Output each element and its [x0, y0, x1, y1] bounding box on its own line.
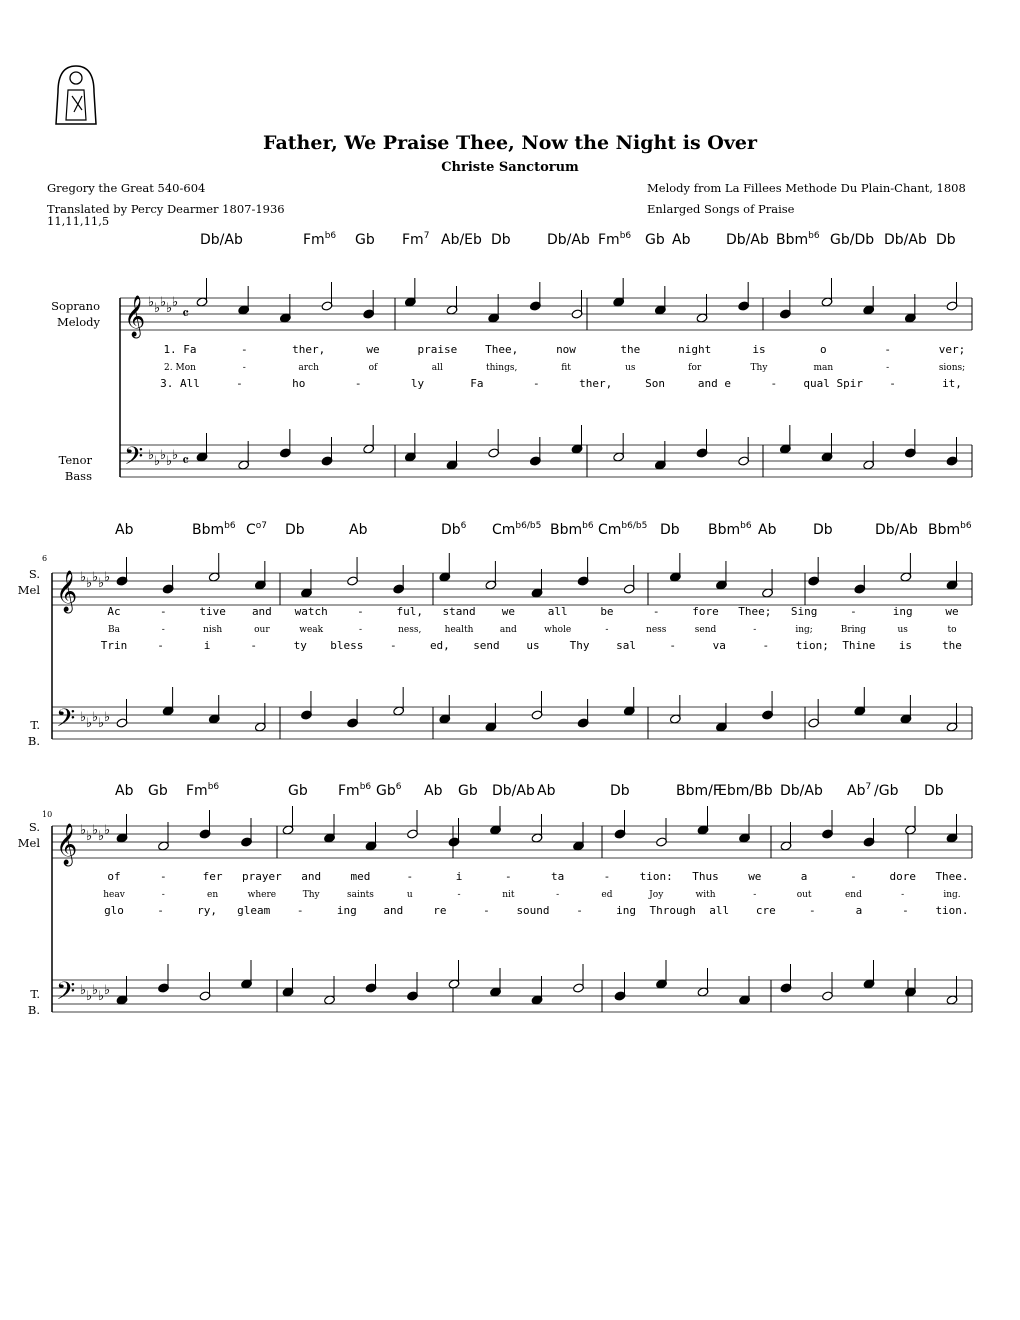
lyric-syllable: Thus: [692, 870, 719, 883]
chord-symbol: Gb/Db: [830, 232, 875, 248]
lyric-syllable: Thee;: [738, 605, 772, 618]
chord-extension: 7: [865, 782, 872, 792]
melody-source-credit: Melody from La Fillees Methode Du Plain-Chant, 1808: [647, 181, 966, 195]
lower-notes: [196, 425, 958, 470]
lyric-syllable: and e: [697, 377, 732, 390]
lyric-syllable: and: [499, 625, 517, 635]
lyric-syllable: nish: [203, 625, 223, 635]
lyric-syllable: Thy: [302, 890, 320, 900]
chord-symbol: Ab: [424, 783, 443, 799]
translator-credit: Translated by Percy Dearmer 1807-1936: [47, 202, 285, 216]
chord-symbol: Db: [936, 232, 956, 248]
lyric-syllable: tion;: [795, 639, 829, 652]
lyric-syllable: praise: [417, 343, 458, 356]
lyric-syllable: fer: [202, 870, 223, 883]
lyric-syllable: sound: [516, 904, 550, 917]
lyric-syllable: of: [107, 870, 121, 883]
flat-icon: ♭: [160, 448, 167, 463]
lyric-syllable: us: [625, 363, 636, 373]
flat-icon: ♭: [104, 710, 111, 725]
author-credit: Gregory the Great 540-604: [47, 181, 206, 195]
lyric-syllable: things,: [485, 363, 518, 373]
upper-notes: [116, 806, 958, 851]
lyric-syllable: dore: [889, 870, 916, 883]
lyric-syllable: Son: [645, 377, 666, 390]
flat-icon: ♭: [98, 829, 105, 844]
lyric-syllable: i: [455, 870, 463, 883]
chord-symbol: Ab: [758, 522, 777, 538]
lyric-syllable: med: [350, 870, 371, 883]
lyric-syllable: u: [406, 890, 413, 900]
flat-icon: ♭: [166, 301, 173, 316]
lyric-syllable: bless: [330, 639, 364, 652]
lyric-syllable: Joy: [649, 890, 664, 900]
chord-symbol: $Fm^{b6}$: [598, 231, 632, 248]
lyric-syllable: -: [889, 377, 896, 390]
chord-extension: b6: [740, 521, 752, 531]
lyric-syllable: we: [748, 870, 762, 883]
lower-staff-label-short-3: T. B.: [27, 987, 40, 1017]
lyric-syllable: send: [473, 639, 500, 652]
lyric-syllable: -: [652, 605, 660, 618]
lyric-syllable: ness: [646, 625, 667, 635]
flat-icon: ♭: [172, 295, 179, 310]
chord-symbol: $C^{o7}$: [246, 521, 268, 538]
lyric-syllable: night: [678, 343, 712, 356]
treble-clef-icon: 𝄞: [124, 296, 146, 337]
chord-symbol: Db: [660, 522, 680, 538]
lyric-syllable: -: [902, 904, 909, 917]
lyric-syllable: ness,: [398, 625, 422, 635]
chord-symbol: /Gb: [874, 783, 899, 799]
flat-icon: ♭: [98, 989, 105, 1004]
lyric-syllable: gleam: [237, 904, 271, 917]
lyric-syllable: a: [855, 904, 863, 917]
chord-symbol: Db/Ab: [726, 232, 769, 248]
lyric-syllable: the: [620, 343, 641, 356]
chord-symbol: Db/Ab: [492, 783, 535, 799]
treble-clef-icon: 𝄞: [56, 571, 78, 612]
chord-symbol: Gb: [148, 783, 168, 799]
lyric-syllable: with: [695, 890, 716, 900]
lyric-syllable: sal: [616, 639, 637, 652]
lyric-syllable: ing: [616, 904, 637, 917]
chord-symbol: Db: [610, 783, 630, 799]
flat-icon: ♭: [154, 301, 161, 316]
lyric-syllable: ful,: [396, 605, 424, 618]
lyric-syllable: -: [157, 639, 164, 652]
chord-symbol: Gb: [645, 232, 665, 248]
lyric-syllable: nit: [502, 890, 515, 900]
flat-icon: ♭: [148, 448, 155, 463]
lyric-syllable: man: [813, 363, 834, 373]
lyric-syllable: ing: [336, 904, 357, 917]
chord-symbol: Ab: [115, 783, 134, 799]
lower-staff: [52, 980, 972, 1012]
lyric-syllable: our: [254, 625, 270, 635]
melody-label: Melody: [56, 315, 100, 329]
chord-extension: b6/b5: [621, 521, 648, 531]
measure-number: 6: [42, 554, 48, 563]
lyric-syllable: is: [752, 343, 766, 356]
chord-symbol: Fm$^7$: [402, 231, 430, 248]
lyric-syllable: Trin: [100, 639, 128, 652]
upper-notes: [196, 278, 958, 323]
lyric-syllable: tive: [199, 605, 226, 618]
lyric-syllable: now: [556, 343, 576, 356]
system-2: [0, 513, 1020, 747]
lyric-syllable: -: [406, 870, 414, 883]
flat-icon: ♭: [80, 983, 87, 998]
angel-figure-icon: [52, 62, 100, 128]
lyric-syllable: all: [431, 363, 443, 373]
lyric-syllable: tion.: [935, 904, 969, 917]
lyric-syllable: -: [357, 605, 364, 618]
lyric-syllable: -: [886, 363, 890, 373]
lyric-syllable: ed,: [429, 639, 450, 652]
lyric-syllable: weak: [299, 625, 324, 635]
upper-staff: [52, 826, 972, 858]
lyric-syllable: -: [505, 870, 512, 883]
chord-extension: b6: [960, 521, 972, 531]
chord-symbol: Db: [285, 522, 305, 538]
lyric-syllable: it,: [942, 377, 962, 390]
lyric-syllable: i: [203, 639, 211, 652]
lyric-syllable: where: [247, 890, 277, 900]
common-time-icon: 𝄴: [182, 304, 190, 323]
lyric-syllable: -: [390, 639, 397, 652]
lyric-syllable: be: [600, 605, 614, 618]
lyric-syllable: -: [762, 639, 770, 652]
system-3: [0, 774, 1020, 1020]
lyric-syllable: all: [547, 605, 568, 618]
lyric-syllable: ed: [601, 890, 613, 900]
lyric-syllable: ry,: [197, 904, 218, 917]
flat-icon: ♭: [104, 983, 111, 998]
flat-icon: ♭: [148, 295, 155, 310]
chord-symbol: $Fm^{b6}$: [303, 231, 337, 248]
chord-extension: b6: [359, 782, 372, 792]
chord-symbol: $Cm^{b6/b5}$: [598, 521, 648, 538]
lyric-syllable: tion:: [639, 870, 673, 883]
lyric-syllable: sions;: [938, 363, 966, 373]
chord-extension: b6: [207, 782, 220, 792]
flat-icon: ♭: [80, 710, 87, 725]
chord-symbol: $Fm^{b6}$: [186, 782, 220, 799]
flat-icon: ♭: [92, 983, 99, 998]
lyric-syllable: Ba: [108, 625, 120, 635]
flat-icon: ♭: [98, 576, 105, 591]
chord-symbol: Ab/Eb: [441, 232, 482, 248]
flat-icon: ♭: [92, 710, 99, 725]
flat-icon: ♭: [104, 570, 111, 585]
lyric-syllable: -: [809, 904, 816, 917]
lyric-syllable: ver;: [938, 343, 966, 356]
lyric-syllable: -: [236, 377, 243, 390]
chord-extension: b6/b5: [515, 521, 542, 531]
chord-symbol: Db/Ab: [780, 783, 823, 799]
lyric-syllable: qual Spir: [803, 377, 864, 390]
upper-staff-label-short-3: S. Mel: [17, 820, 40, 850]
chord-symbol: Ebm/Bb: [718, 783, 773, 799]
lyric-syllable: ho: [292, 377, 306, 390]
lyric-syllable: watch: [294, 605, 328, 618]
chord-symbol: Ab$^7$: [847, 782, 872, 799]
lyric-syllable: and: [251, 605, 272, 618]
lyric-syllable: and: [383, 904, 404, 917]
lyric-syllable: us: [526, 639, 540, 652]
lyric-syllable: -: [161, 890, 165, 900]
chord-symbol: Db$^6$: [441, 521, 467, 538]
lyric-syllable: -: [296, 904, 304, 917]
upper-notes: [116, 553, 958, 598]
lyric-syllable: ing;: [795, 625, 813, 635]
chord-extension: 6: [460, 521, 467, 531]
lyric-syllable: out: [796, 890, 812, 900]
chord-symbol: Bbm$^{b6}$: [192, 521, 236, 538]
chord-symbol: Gb: [458, 783, 478, 799]
lyric-syllable: -: [850, 870, 857, 883]
lyric-syllable: health: [444, 625, 474, 635]
bass-clef-icon: 𝄢: [56, 977, 76, 1012]
flat-icon: ♭: [166, 454, 173, 469]
lyric-syllable: -: [483, 904, 490, 917]
lyric-syllable: -: [603, 870, 611, 883]
chord-symbol: Bbm$^{b6}$: [708, 521, 752, 538]
chord-extension: b6: [324, 231, 337, 241]
flat-icon: ♭: [80, 570, 87, 585]
flat-icon: ♭: [160, 295, 167, 310]
lyric-syllable: -: [159, 605, 167, 618]
lyric-syllable: -: [241, 343, 248, 356]
meter-label: 11,11,11,5: [47, 214, 110, 228]
chord-symbol: Ab: [672, 232, 691, 248]
flat-icon: ♭: [86, 829, 93, 844]
page-subtitle: Christe Sanctorum: [441, 160, 579, 175]
lyric-syllable: prayer: [242, 870, 282, 883]
chord-symbol: Ab: [537, 783, 556, 799]
lyric-syllable: 3. All: [160, 377, 200, 390]
lyric-syllable: ther,: [292, 343, 326, 356]
chord-symbol: Db: [813, 522, 833, 538]
lyric-syllable: fit: [561, 363, 571, 373]
tenor-label: Tenor: [58, 453, 92, 467]
chord-symbol: Db/Ab: [200, 232, 243, 248]
lyric-syllable: -: [753, 890, 757, 900]
chord-extension: b6: [619, 231, 632, 241]
upper-staff-label-short: S. Mel: [17, 567, 40, 597]
lyric-syllable: Thy: [750, 363, 768, 373]
lyric-syllable: end: [844, 890, 862, 900]
chord-extension: o7: [255, 521, 268, 531]
lyric-syllable: glo: [104, 904, 124, 917]
lyric-syllable: cre: [755, 904, 776, 917]
bass-clef-icon: 𝄢: [56, 704, 76, 739]
chord-symbol: Gb$^6$: [376, 782, 402, 799]
lyric-syllable: Through: [649, 904, 696, 917]
measure-number: 10: [42, 810, 53, 819]
lyric-syllable: all: [709, 904, 730, 917]
lyric-syllable: -: [354, 377, 362, 390]
lyric-syllable: fore: [692, 605, 719, 618]
chord-symbol: Ab: [115, 522, 134, 538]
lyric-syllable: -: [250, 639, 257, 652]
chord-extension: b6: [582, 521, 594, 531]
lyric-syllable: -: [605, 625, 609, 635]
chord-symbol: Bbm/F: [676, 783, 721, 799]
lyric-syllable: stand: [442, 605, 476, 618]
lyric-syllable: heav: [103, 890, 125, 900]
lyric-syllable: -: [901, 890, 905, 900]
lower-notes: [116, 687, 958, 732]
chord-symbol: Bbm$^{b6}$: [776, 231, 820, 248]
lyric-syllable: ther,: [579, 377, 613, 390]
system-1: [0, 223, 1020, 485]
lyric-syllable: -: [770, 377, 778, 390]
lyric-syllable: Ac: [107, 605, 121, 618]
flat-icon: ♭: [92, 823, 99, 838]
soprano-label: Soprano: [51, 299, 100, 313]
lyric-syllable: ing.: [943, 890, 961, 900]
lyric-syllable: Fa: [470, 377, 484, 390]
lyric-syllable: re: [433, 904, 447, 917]
lyric-syllable: we: [366, 343, 380, 356]
lyric-syllable: -: [753, 625, 757, 635]
lyric-syllable: saints: [347, 890, 374, 900]
bass-clef-icon: 𝄢: [124, 442, 144, 477]
lyric-syllable: -: [556, 890, 560, 900]
lyric-syllable: -: [669, 639, 676, 652]
book-credit: Enlarged Songs of Praise: [647, 202, 795, 216]
lyric-syllable: the: [942, 639, 962, 652]
lyric-syllable: 1. Fa: [163, 343, 197, 356]
lyric-syllable: of: [368, 363, 378, 373]
bass-label: Bass: [64, 469, 92, 483]
flat-icon: ♭: [92, 570, 99, 585]
lyric-syllable: Sing: [790, 605, 818, 618]
lyric-syllable: -: [457, 890, 461, 900]
lyric-syllable: to: [947, 625, 957, 635]
flat-icon: ♭: [172, 448, 179, 463]
lyric-syllable: we: [501, 605, 515, 618]
lyric-syllable: Thine: [842, 639, 876, 652]
lyric-syllable: -: [161, 625, 165, 635]
chord-symbol: Bbm$^{b6}$: [928, 521, 972, 538]
chord-symbol: Gb: [355, 232, 375, 248]
lyric-syllable: -: [532, 377, 540, 390]
lyric-syllable: -: [242, 363, 246, 373]
lyric-syllable: arch: [298, 363, 319, 373]
lower-notes: [116, 960, 958, 1005]
chord-extension: 7: [423, 231, 430, 241]
lyric-syllable: for: [688, 363, 702, 373]
chord-symbol: Db/Ab: [547, 232, 590, 248]
lyric-syllable: we: [945, 605, 959, 618]
treble-clef-icon: 𝄞: [56, 824, 78, 865]
chord-extension: b6: [224, 521, 236, 531]
lyric-syllable: ta: [551, 870, 565, 883]
lyric-syllable: ty: [293, 639, 307, 652]
chord-symbol: Gb: [288, 783, 308, 799]
common-time-icon: 𝄴: [182, 451, 190, 470]
lyric-syllable: us: [897, 625, 908, 635]
lyric-syllable: en: [207, 890, 219, 900]
lyric-syllable: Thy: [569, 639, 590, 652]
page-title: Father, We Praise Thee, Now the Night is Over: [263, 132, 757, 154]
flat-icon: ♭: [86, 716, 93, 731]
chord-extension: 6: [395, 782, 402, 792]
lyric-syllable: -: [884, 343, 891, 356]
lyric-syllable: 2. Mon: [164, 363, 196, 373]
chord-symbol: $Fm^{b6}$: [338, 782, 372, 799]
lyric-syllable: -: [576, 904, 583, 917]
lyric-syllable: o: [820, 343, 827, 356]
lyric-syllable: and: [301, 870, 322, 883]
chord-symbol: Db: [924, 783, 944, 799]
lyric-syllable: Bring: [840, 625, 867, 635]
chord-extension: b6: [808, 231, 820, 241]
flat-icon: ♭: [154, 454, 161, 469]
chord-symbol: Ab: [349, 522, 368, 538]
lyric-syllable: va: [712, 639, 726, 652]
flat-icon: ♭: [86, 989, 93, 1004]
lyric-syllable: -: [157, 904, 164, 917]
lyric-syllable: a: [800, 870, 808, 883]
chord-symbol: $Cm^{b6/b5}$: [492, 521, 542, 538]
lyric-syllable: Thee,: [485, 343, 519, 356]
chord-symbol: Bbm$^{b6}$: [550, 521, 594, 538]
lyric-syllable: ing: [892, 605, 913, 618]
chord-symbol: Db: [491, 232, 511, 248]
flat-icon: ♭: [104, 823, 111, 838]
lyric-syllable: Thee.: [935, 870, 969, 883]
lyric-syllable: -: [159, 870, 167, 883]
lyric-syllable: -: [850, 605, 857, 618]
flat-icon: ♭: [86, 576, 93, 591]
lyric-syllable: ly: [410, 377, 425, 390]
lyric-syllable: is: [898, 639, 913, 652]
flat-icon: ♭: [80, 823, 87, 838]
lyric-syllable: whole: [544, 625, 572, 635]
upper-staff: [52, 573, 972, 605]
lyric-syllable: send: [694, 625, 717, 635]
chord-symbol: Db/Ab: [884, 232, 927, 248]
lyric-syllable: -: [358, 625, 362, 635]
lower-staff-label-short: T. B.: [27, 718, 40, 748]
chord-symbol: Db/Ab: [875, 522, 918, 538]
lower-staff: [52, 707, 972, 739]
flat-icon: ♭: [98, 716, 105, 731]
